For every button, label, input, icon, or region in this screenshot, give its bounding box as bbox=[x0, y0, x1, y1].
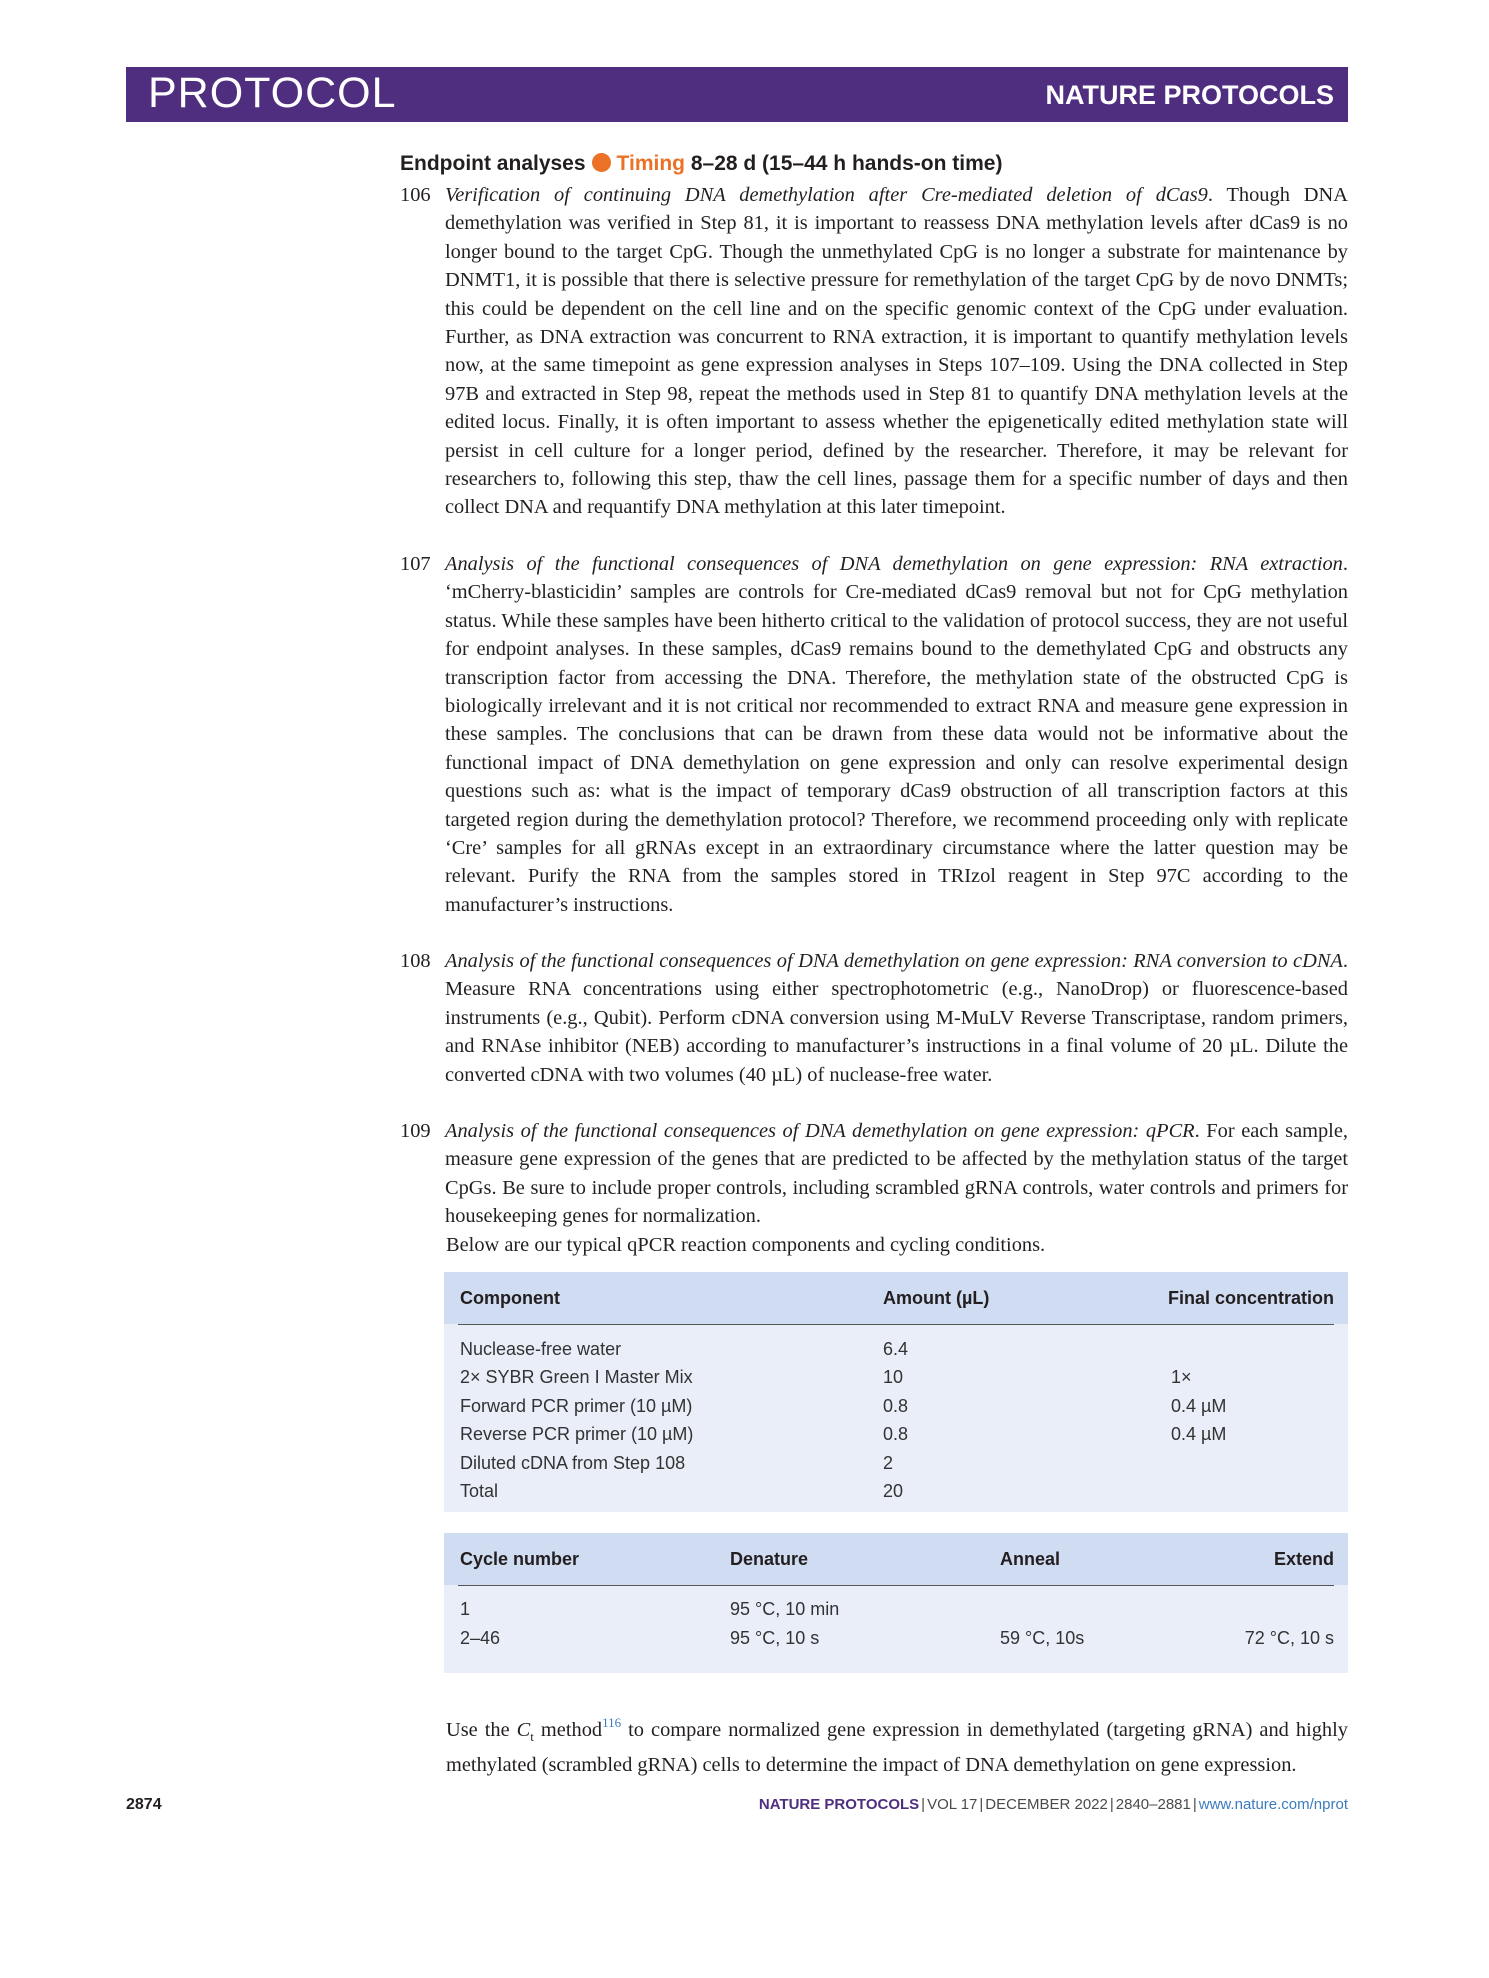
step-text: . ‘mCherry-blasticidin’ samples are controls for Cre-mediated dCas9 removal but not for CpG methylation status. While these samples have been hitherto critical to the validation of protocol success, they are not useful for endpoint analyses. In these samples, dCas9 remains bound to the demethylated CpG and obstructs any transcription factor from accessing the DNA. Therefore, the methylation state of the obstructed CpG is biologically irrelevant and it is not critical nor recommended to extract RNA and measure gene expression in these samples. The conclusions that can be drawn from these data would not be informative about the functional impact of DNA demethylation on gene expression and only can resolve experimental design questions such as: what is the impact of temporary dCas9 obstruction of all transcription factors at this targeted region during the demethylation protocol? Therefore, we recommend proceeding only with replicate ‘Cre’ samples for all gRNAs except in an extraordinary circumstance where the latter question may be relevant. Purify the RNA from the samples stored in TRIzol reagent in Step 97C according to the manufacturer’s instructions. bbox=[445, 553, 1348, 916]
table-cell: 59 °C, 10s bbox=[1000, 1628, 1085, 1648]
table-row bbox=[444, 1453, 1348, 1481]
table-row bbox=[444, 1599, 1348, 1627]
timing-label: Timing bbox=[616, 152, 685, 175]
footer-volume: VOL 17 bbox=[927, 1796, 978, 1813]
step-108 bbox=[400, 947, 1348, 1089]
table-cell: Nuclease-free water bbox=[460, 1339, 622, 1359]
step-107 bbox=[400, 550, 1348, 919]
ct-subscript: t bbox=[530, 1729, 534, 1745]
step-109 bbox=[400, 1117, 1348, 1231]
step-text: . Though DNA demethylation was verified in Step 81, it is important to reassess DNA methylation levels after dCas9 is no longer bound to the target CpG. Though the unmethylated CpG is no longer a substrate for maintenance by DNMT1, it is possible that there is selective pressure for remethylation of the target CpG by de novo DNMTs; this could be dependent on the cell line and on the specific genomic context of the CpG under evaluation. Further, as DNA extraction was concurrent to RNA extraction, it is important to quantify methylation levels now, at the same timepoint as gene expression analyses in Steps 107–109. Using the DNA collected in Step 97B and extracted in Step 98, repeat the methods used in Step 81 to quantify DNA methylation levels at the edited locus. Finally, it is often important to assess whether the epigenetically edited methylation state will persist in cell culture for a longer period, defined by the researcher. Therefore, it may be relevant for researchers to, following this step, thaw the cell lines, passage them for a specific number of days and then collect DNA and requantify DNA methylation at this later timepoint. bbox=[445, 184, 1348, 519]
column-header: Final concentration bbox=[1167, 1288, 1334, 1308]
table-cell: Reverse PCR primer (10 µM) bbox=[460, 1424, 694, 1444]
footer-journal: NATURE PROTOCOLS bbox=[758, 1796, 920, 1813]
cycling-table bbox=[444, 1533, 1348, 1673]
timing-value: 8–28 d (15–44 h hands-on time) bbox=[690, 152, 1003, 175]
step-title: Analysis of the functional consequences of DNA demethylation on gene expression: RNA extraction bbox=[445, 553, 1343, 575]
table-cell: 0.8 bbox=[883, 1424, 909, 1444]
step-text: . Measure RNA concentrations using either spectrophotometric (e.g., NanoDrop) or fluorescence-based instruments (e.g., Qubit). Perform cDNA conversion using M-MuLV Reverse Transcriptase, random primers, and RNAse inhibitor (NEB) according to manufacturer’s instructions in a final volume of 20 µL. Dilute the converted cDNA with two volumes (40 µL) of nuclease-free water. bbox=[445, 950, 1348, 1086]
table-cell: 1 bbox=[460, 1599, 471, 1619]
table-intro: Below are our typical qPCR reaction components and cycling conditions. bbox=[446, 1234, 1046, 1256]
table-cell: 0.4 µM bbox=[1171, 1396, 1227, 1416]
table-rule bbox=[458, 1324, 1334, 1325]
closing-paragraph bbox=[446, 1709, 1348, 1780]
reaction-table bbox=[444, 1272, 1348, 1512]
step-number: 107 bbox=[400, 553, 431, 575]
step-number: 108 bbox=[400, 950, 431, 972]
citation-link[interactable]: 116 bbox=[602, 1715, 622, 1730]
step-106 bbox=[400, 181, 1348, 522]
step-title: Analysis of the functional consequences of DNA demethylation on gene expression: qPCR bbox=[445, 1120, 1195, 1142]
table-header bbox=[444, 1533, 1348, 1585]
table-header bbox=[444, 1272, 1348, 1324]
footer-pages: 2840–2881 bbox=[1115, 1796, 1191, 1813]
footer-citation: NATURE PROTOCOLS | VOL 17 | DECEMBER 2022 | 2840–2881 | www.nature.com/nprot bbox=[758, 1796, 1348, 1813]
journal-banner bbox=[126, 67, 1348, 122]
column-header: Cycle number bbox=[460, 1549, 580, 1569]
table-row bbox=[444, 1628, 1348, 1656]
table-cell: Diluted cDNA from Step 108 bbox=[460, 1453, 686, 1473]
text-run: Use the bbox=[446, 1719, 517, 1741]
table-cell: 0.8 bbox=[883, 1396, 909, 1416]
table-cell: 6.4 bbox=[883, 1339, 909, 1359]
table-row bbox=[444, 1367, 1348, 1395]
table-cell: 10 bbox=[883, 1367, 904, 1387]
table-row bbox=[444, 1339, 1348, 1367]
journal-name: NATURE PROTOCOLS bbox=[1045, 80, 1334, 110]
table-cell: Total bbox=[460, 1481, 499, 1501]
section-title: Endpoint analyses bbox=[400, 152, 586, 175]
step-number: 109 bbox=[400, 1120, 431, 1142]
section-heading bbox=[400, 152, 1002, 176]
table-cell: 1× bbox=[1171, 1367, 1192, 1387]
step-text: . For each sample, measure gene expression of the genes that are predicted to be affected by the methylation status of the target CpGs. Be sure to include proper controls, including scrambled gRNA controls, water controls and primers for housekeeping genes for normalization. bbox=[445, 1120, 1348, 1228]
column-header: Denature bbox=[730, 1549, 809, 1569]
table-rule bbox=[458, 1585, 1334, 1586]
ct-variable: C bbox=[516, 1719, 531, 1741]
footer-date: DECEMBER 2022 bbox=[985, 1796, 1108, 1813]
table-cell: 2–46 bbox=[460, 1628, 501, 1648]
timing-dot-icon bbox=[592, 153, 611, 172]
table-cell: 72 °C, 10 s bbox=[1244, 1628, 1334, 1648]
page-number: 2874 bbox=[126, 1796, 162, 1813]
table-cell: 95 °C, 10 min bbox=[730, 1599, 840, 1619]
article-type-label: PROTOCOL bbox=[148, 69, 397, 117]
table-cell: 0.4 µM bbox=[1171, 1424, 1227, 1444]
table-row bbox=[444, 1481, 1348, 1509]
table-cell: Forward PCR primer (10 µM) bbox=[460, 1396, 693, 1416]
table-cell: 2 bbox=[883, 1453, 894, 1473]
step-number: 106 bbox=[400, 184, 431, 206]
table-cell: 95 °C, 10 s bbox=[730, 1628, 820, 1648]
table-cell: 20 bbox=[883, 1481, 904, 1501]
table-row bbox=[444, 1424, 1348, 1452]
table-row bbox=[444, 1396, 1348, 1424]
column-header: Amount (µL) bbox=[883, 1288, 990, 1308]
text-run: to compare normalized gene expression in demethylated (targeting gRNA) and highly methylated (scrambled gRNA) cells to determine the impact of DNA demethylation on gene expression. bbox=[446, 1719, 1348, 1777]
step-title: Verification of continuing DNA demethylation after Cre-mediated deletion of dCas9 bbox=[445, 184, 1208, 206]
footer-url-link[interactable]: www.nature.com/nprot bbox=[1198, 1796, 1348, 1813]
column-header: Component bbox=[460, 1288, 560, 1308]
column-header: Anneal bbox=[1000, 1549, 1061, 1569]
table-cell: 2× SYBR Green I Master Mix bbox=[460, 1367, 693, 1387]
column-header: Extend bbox=[1273, 1549, 1334, 1569]
text-run: method bbox=[533, 1719, 603, 1741]
step-title: Analysis of the functional consequences of DNA demethylation on gene expression: RNA conversion to cDNA bbox=[445, 950, 1343, 972]
